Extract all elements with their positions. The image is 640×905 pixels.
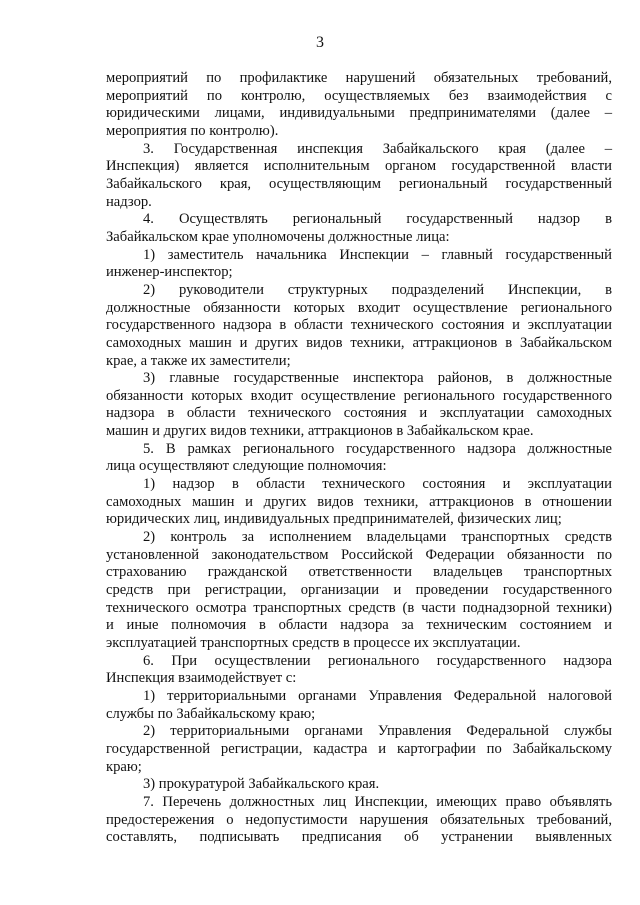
text-line: 2) руководители структурных подразделений Инспекции, в [143,281,612,298]
text-line: мероприятия по контролю). [106,122,279,139]
text-line: надзора в области технического состояния и эксплуатации самоходных [106,405,612,422]
text-line: составлять, подписывать предписания об устранении выявленных [106,829,612,846]
text-line: государственного надзора в области технического состояния и эксплуатации [106,317,612,334]
text-line: 7. Перечень должностных лиц Инспекции, имеющих право объявлять [143,793,612,810]
text-line: установленной законодательством Российской Федерации обязанности по [106,546,612,563]
text-line: юридических лиц, индивидуальных предпринимателей, физических лиц; [106,511,562,528]
text-line: самоходных машин и других видов техники, аттракционов в Забайкальском [106,334,612,351]
text-line: машин и других видов техники, аттракционов в Забайкальском крае. [106,423,534,440]
text-line: лица осуществляют следующие полномочия: [106,458,387,475]
text-line: самоходных машин и других видов техники, аттракционов в отношении [106,493,612,510]
text-line: инженер-инспектор; [106,264,233,281]
text-line: предостережения о недопустимости нарушения обязательных требований, [106,811,612,828]
text-line: 5. В рамках регионального государственного надзора должностные [143,440,612,457]
text-line: 2) территориальными органами Управления Федеральной службы [143,723,612,740]
text-line: Забайкальском крае уполномочены должностные лица: [106,228,450,245]
text-line: юридическими лицами, индивидуальными предпринимателями (далее – [106,105,612,122]
text-line: должностные обязанности которых входит осуществление регионального [106,299,612,316]
text-line: эксплуатацией транспортных средств в процессе их эксплуатации. [106,635,521,651]
text-line: крае, а также их заместители; [106,352,291,369]
text-line: мероприятий по профилактике нарушений обязательных требований, [106,70,612,86]
text-line: страхованию гражданской ответственности владельцев транспортных [106,564,612,581]
text-line: 3) прокуратурой Забайкальского края. [143,776,380,793]
text-line: 6. При осуществлении регионального государственного надзора [143,652,612,669]
text-line: государственной регистрации, кадастра и картографии по Забайкальскому [106,740,612,757]
document-body [106,70,612,847]
text-line: технического осмотра транспортных средств (в части поднадзорной техники) [106,599,612,616]
text-line: и иные полномочия в области надзора за техническим состоянием и [106,617,612,634]
text-line: 2) контроль за исполнением владельцами транспортных средств [143,529,612,546]
text-line: краю; [106,758,142,775]
text-line: мероприятий по контролю, осуществляемых без взаимодействия с [106,87,612,104]
text-line: службы по Забайкальскому краю; [106,705,316,722]
text-line: 1) территориальными органами Управления Федеральной налоговой [143,687,612,704]
text-line: Инспекция) является исполнительным органом государственной власти [106,158,612,175]
text-line: обязанности которых входит осуществление регионального государственного [106,387,612,404]
text-line: 4. Осуществлять региональный государственный надзор в [143,211,612,228]
text-line: 3) главные государственные инспектора районов, в должностные [143,370,612,387]
text-line: Забайкальского края, осуществляющим региональный государственный [106,175,612,192]
page-number: 3 [316,34,324,51]
text-line: 3. Государственная инспекция Забайкальского края (далее – [143,140,612,157]
text-line: средств при регистрации, организации и проведении государственного [106,582,612,599]
text-line: 1) заместитель начальника Инспекции – главный государственный [143,246,612,263]
text-line: 1) надзор в области технического состояния и эксплуатации [143,476,612,493]
text-line: надзор. [106,193,152,210]
text-line: Инспекция взаимодействует с: [106,670,297,687]
